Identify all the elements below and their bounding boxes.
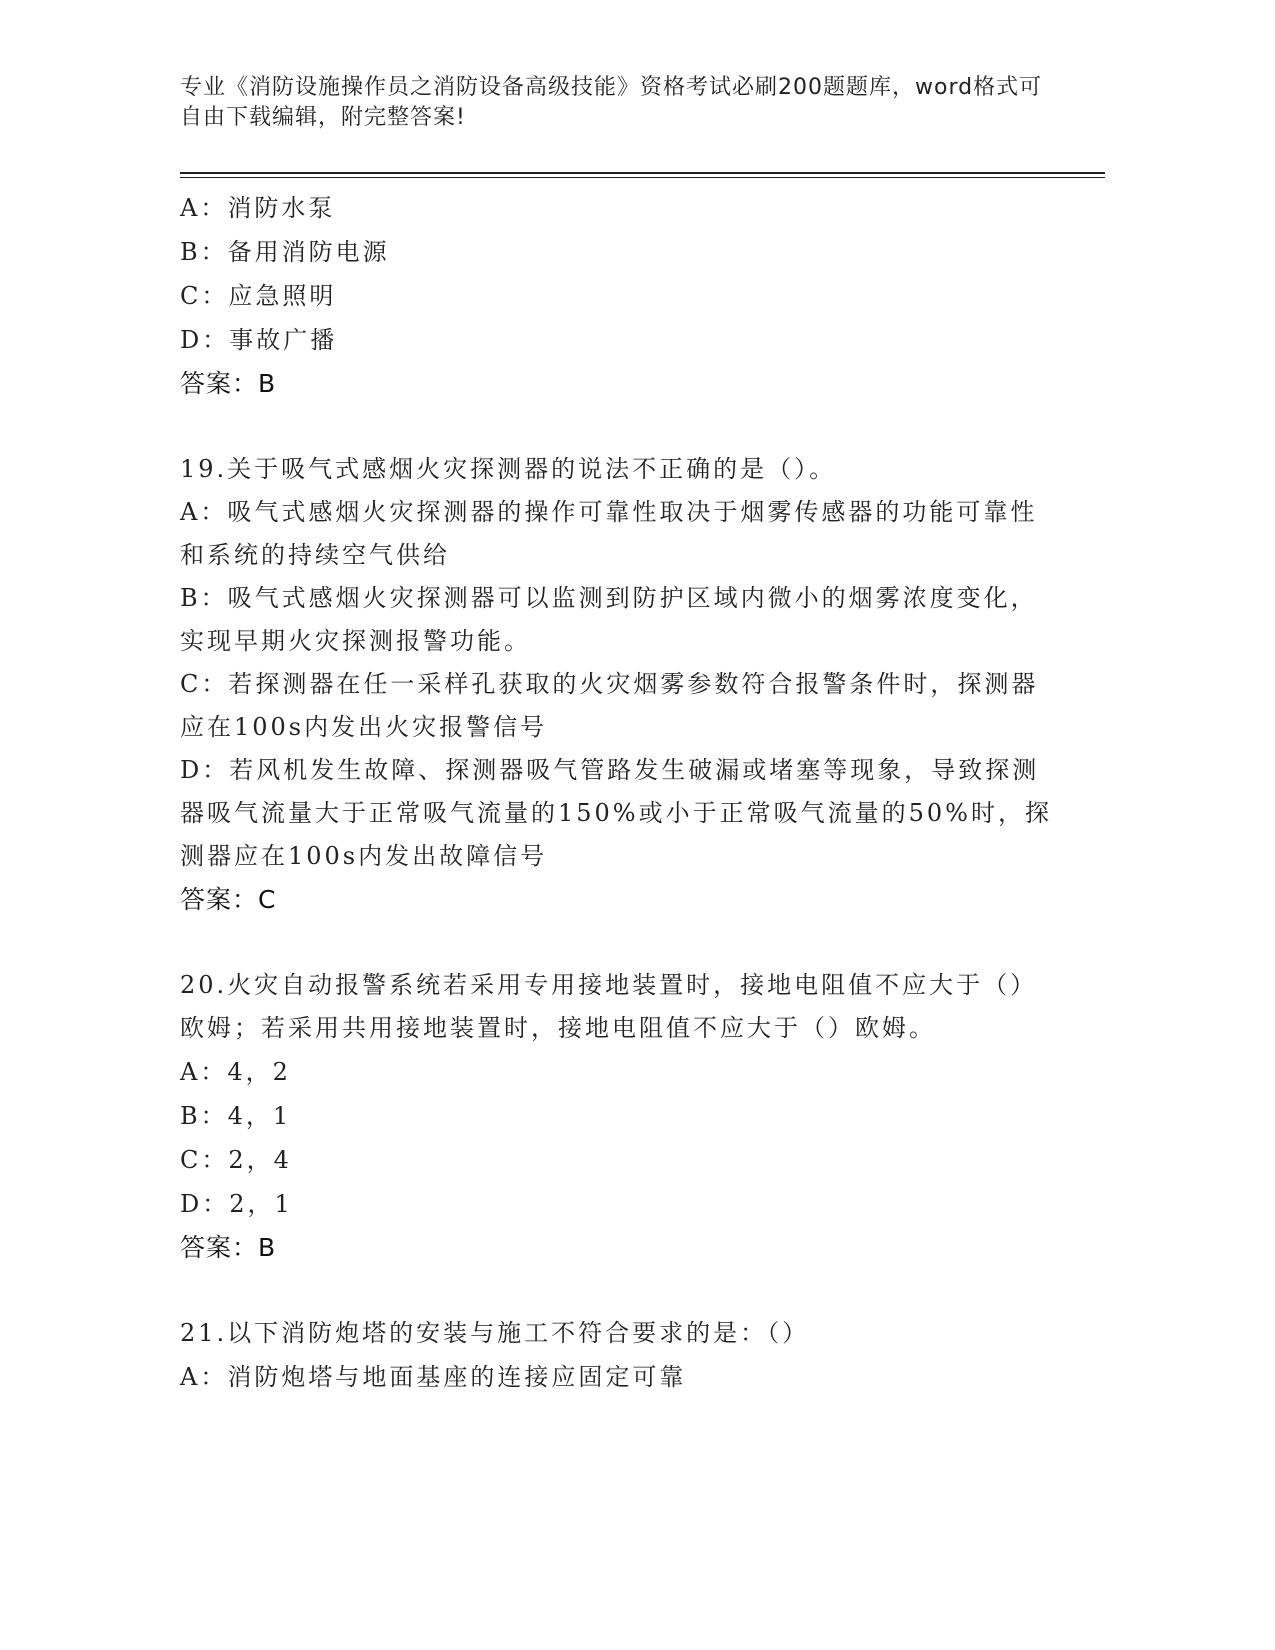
option-a: A：吸气式感烟火灾探测器的操作可靠性取决于烟雾传感器的功能可靠性和系统的持续空气供给	[180, 498, 1038, 569]
option-c: C：应急照明	[180, 282, 337, 310]
question-19	[180, 448, 1060, 922]
option-b: B：吸气式感烟火灾探测器可以监测到防护区域内微小的烟雾浓度变化，实现早期火灾探测报警功能。	[180, 584, 1038, 655]
header-divider-thin	[180, 177, 1105, 178]
question-text: 21.以下消防炮塔的安装与施工不符合要求的是：（）	[180, 1319, 810, 1347]
document-header: 专业《消防设施操作员之消防设备高级技能》资格考试必刷200题题库，word格式可自由下载编辑，附完整答案!	[180, 75, 1043, 130]
option-a: A：消防水泵	[180, 194, 336, 222]
document-body	[180, 186, 1060, 1399]
answer-text: 答案：C	[180, 885, 277, 914]
answer-text: 答案：B	[180, 1233, 277, 1262]
question-20	[180, 964, 1060, 1270]
question-18	[180, 186, 1060, 406]
question-text: 19.关于吸气式感烟火灾探测器的说法不正确的是（）。	[180, 455, 837, 483]
header-divider	[180, 172, 1105, 174]
option-b: B：4，1	[180, 1102, 292, 1130]
option-c: C：若探测器在任一采样孔获取的火灾烟雾参数符合报警条件时，探测器应在100s内发出火灾报警信号	[180, 670, 1039, 741]
question-21	[180, 1312, 1060, 1399]
option-a: A：4，2	[180, 1058, 291, 1086]
option-d: D：若风机发生故障、探测器吸气管路发生破漏或堵塞等现象，导致探测器吸气流量大于正常吸气流量的150%或小于正常吸气流量的50%时，探测器应在100s内发出故障信号	[180, 756, 1052, 870]
option-b: B：备用消防电源	[180, 238, 390, 266]
option-c: C：2，4	[180, 1146, 292, 1174]
question-text: 20.火灾自动报警系统若采用专用接地装置时，接地电阻值不应大于（）欧姆；若采用共用接地装置时，接地电阻值不应大于（）欧姆。	[180, 971, 1038, 1042]
option-d: D：2，1	[180, 1190, 293, 1218]
answer-text: 答案：B	[180, 369, 277, 398]
option-a: A：消防炮塔与地面基座的连接应固定可靠	[180, 1363, 687, 1391]
option-d: D：事故广播	[180, 326, 338, 354]
